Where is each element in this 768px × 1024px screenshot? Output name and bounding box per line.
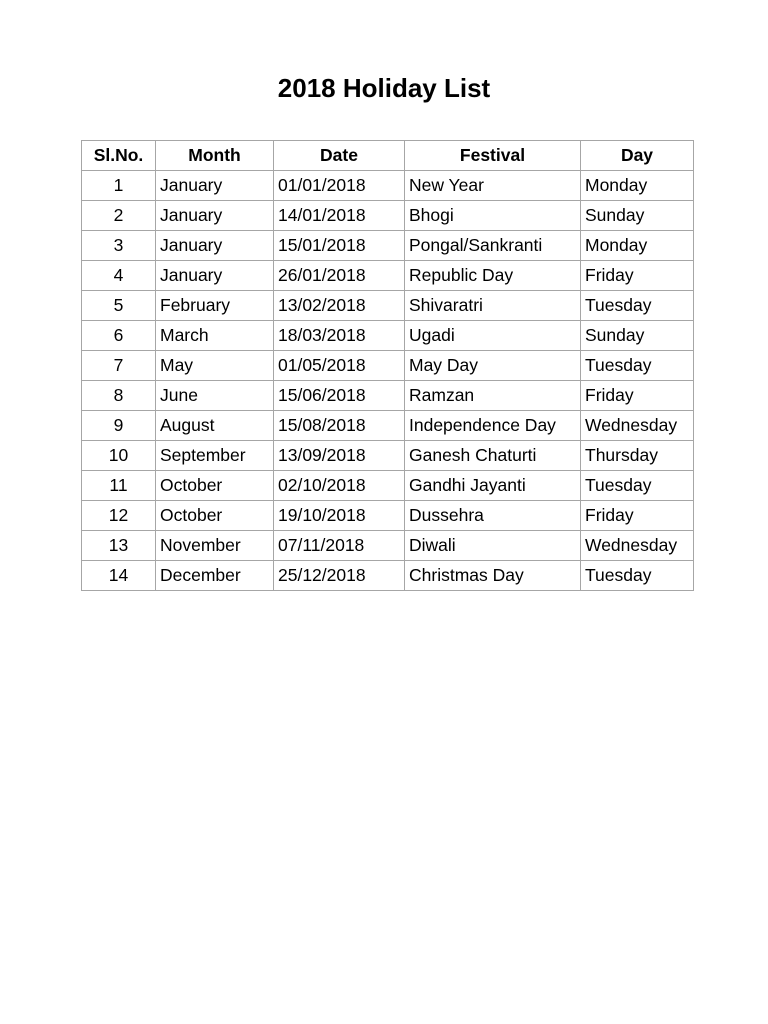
table-header-row (82, 141, 694, 171)
cell-festival: Dussehra (405, 501, 581, 531)
table-body (82, 171, 694, 591)
header-date: Date (274, 141, 405, 171)
cell-month: October (156, 471, 274, 501)
cell-sl-no: 7 (82, 351, 156, 381)
cell-festival: Republic Day (405, 261, 581, 291)
cell-date: 01/05/2018 (274, 351, 405, 381)
header-month: Month (156, 141, 274, 171)
cell-day: Tuesday (581, 471, 694, 501)
cell-festival: Pongal/Sankranti (405, 231, 581, 261)
cell-month: November (156, 531, 274, 561)
cell-month: October (156, 501, 274, 531)
cell-sl-no: 9 (82, 411, 156, 441)
cell-month: June (156, 381, 274, 411)
cell-festival: Gandhi Jayanti (405, 471, 581, 501)
cell-date: 07/11/2018 (274, 531, 405, 561)
cell-month: December (156, 561, 274, 591)
cell-festival: New Year (405, 171, 581, 201)
cell-day: Wednesday (581, 531, 694, 561)
cell-date: 13/09/2018 (274, 441, 405, 471)
cell-date: 18/03/2018 (274, 321, 405, 351)
table-row (82, 381, 694, 411)
cell-date: 02/10/2018 (274, 471, 405, 501)
header-festival: Festival (405, 141, 581, 171)
cell-month: January (156, 201, 274, 231)
table-row (82, 561, 694, 591)
header-day: Day (581, 141, 694, 171)
cell-sl-no: 12 (82, 501, 156, 531)
cell-sl-no: 1 (82, 171, 156, 201)
cell-day: Tuesday (581, 561, 694, 591)
cell-festival: Ramzan (405, 381, 581, 411)
cell-month: August (156, 411, 274, 441)
cell-month: February (156, 291, 274, 321)
table-row (82, 531, 694, 561)
cell-day: Thursday (581, 441, 694, 471)
cell-sl-no: 5 (82, 291, 156, 321)
table-row (82, 291, 694, 321)
cell-festival: Ugadi (405, 321, 581, 351)
cell-sl-no: 2 (82, 201, 156, 231)
cell-sl-no: 13 (82, 531, 156, 561)
cell-date: 01/01/2018 (274, 171, 405, 201)
cell-festival: Bhogi (405, 201, 581, 231)
cell-month: September (156, 441, 274, 471)
table-row (82, 231, 694, 261)
cell-month: March (156, 321, 274, 351)
table-row (82, 201, 694, 231)
table-row (82, 411, 694, 441)
cell-sl-no: 3 (82, 231, 156, 261)
cell-month: January (156, 231, 274, 261)
cell-day: Wednesday (581, 411, 694, 441)
cell-day: Friday (581, 501, 694, 531)
cell-month: January (156, 171, 274, 201)
holiday-table (81, 140, 694, 591)
table-row (82, 501, 694, 531)
page-title: 2018 Holiday List (277, 73, 491, 103)
cell-festival: May Day (405, 351, 581, 381)
cell-date: 15/06/2018 (274, 381, 405, 411)
cell-date: 19/10/2018 (274, 501, 405, 531)
table-row (82, 321, 694, 351)
cell-sl-no: 10 (82, 441, 156, 471)
cell-month: May (156, 351, 274, 381)
cell-day: Tuesday (581, 351, 694, 381)
table-row (82, 471, 694, 501)
cell-festival: Independence Day (405, 411, 581, 441)
cell-sl-no: 6 (82, 321, 156, 351)
table-row (82, 351, 694, 381)
cell-sl-no: 11 (82, 471, 156, 501)
table-row (82, 441, 694, 471)
cell-sl-no: 14 (82, 561, 156, 591)
table-row (82, 261, 694, 291)
cell-day: Friday (581, 261, 694, 291)
cell-month: January (156, 261, 274, 291)
cell-date: 15/08/2018 (274, 411, 405, 441)
header-sl-no: Sl.No. (82, 141, 156, 171)
cell-day: Monday (581, 231, 694, 261)
cell-festival: Christmas Day (405, 561, 581, 591)
cell-day: Friday (581, 381, 694, 411)
cell-festival: Ganesh Chaturti (405, 441, 581, 471)
cell-date: 13/02/2018 (274, 291, 405, 321)
cell-date: 25/12/2018 (274, 561, 405, 591)
cell-date: 26/01/2018 (274, 261, 405, 291)
cell-day: Monday (581, 171, 694, 201)
cell-festival: Diwali (405, 531, 581, 561)
cell-day: Sunday (581, 201, 694, 231)
cell-sl-no: 8 (82, 381, 156, 411)
cell-festival: Shivaratri (405, 291, 581, 321)
cell-date: 15/01/2018 (274, 231, 405, 261)
cell-day: Sunday (581, 321, 694, 351)
cell-day: Tuesday (581, 291, 694, 321)
cell-sl-no: 4 (82, 261, 156, 291)
table-row (82, 171, 694, 201)
cell-date: 14/01/2018 (274, 201, 405, 231)
